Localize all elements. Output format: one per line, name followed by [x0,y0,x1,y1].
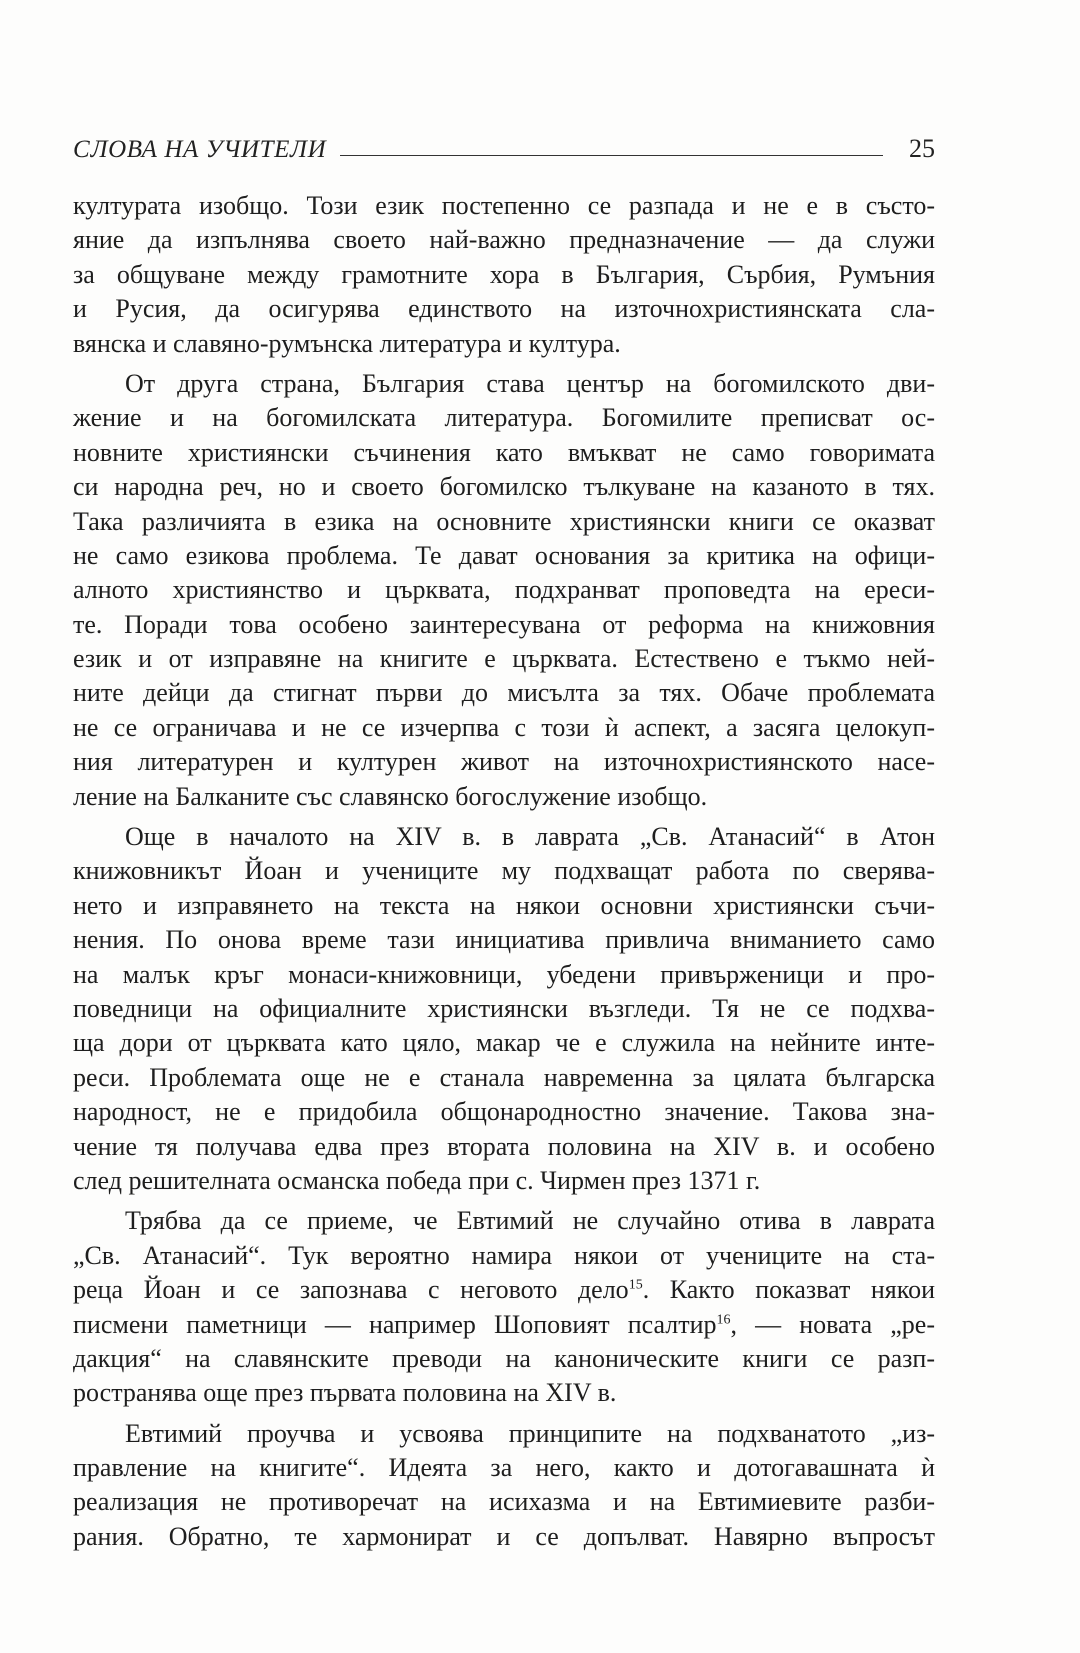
text-line: жение и на богомилската литература. Богомилите преписват ос- [73,403,935,433]
line-text-continued: . Както показват някои [642,1275,935,1305]
text-line: Още в началото на XIV в. в лаврата „Св. Атанасий“ в Атон [125,822,935,852]
line-text-continued: , — новата „ре- [730,1309,935,1339]
text-line: след решителната османска победа при с. Чирмен през 1371 г. [73,1165,761,1195]
text-line: език и от изправяне на книгите е църквата. Естествено е тъкмо ней- [73,644,935,674]
text-line: книжовникът Йоан и учениците му подхващат работа по сверява- [73,856,935,886]
text-line: правление на книгите“. Идеята за него, както и дотогавашната ѝ [73,1453,935,1483]
text-line: вянска и славяно-румънска литература и култура. [73,328,621,358]
text-line: алното християнство и църквата, подхранват проповедта на ереси- [73,575,935,605]
text-line: От друга страна, България става център на богомилското дви- [125,368,935,398]
running-title: СЛОВА НА УЧИТЕЛИ [73,136,327,163]
running-header [73,128,935,164]
page-number: 25 [909,134,935,163]
text-line-with-footnote [73,1308,935,1342]
paragraph-2 [73,367,935,814]
text-line: чение тя получава едва през втората половина на XIV в. и особено [73,1131,935,1161]
text-line: нения. По онова време тази инициатива привлича вниманието само [73,925,935,955]
text-line: за общуване между грамотните хора в България, Сърбия, Румъния [73,259,935,289]
text-line-with-footnote [73,1273,935,1307]
text-line: си народна реч, но и своето богомилско тълкуване на казаното в тях. [73,472,935,502]
text-line: ните дейци да стигнат първи до мисълта за тях. Обаче проблемата [73,678,935,708]
footnote-ref-16: 16 [716,1311,731,1327]
text-line: ния литературен и културен живот на източнохристиянското насе- [73,747,935,777]
text-line: на малък кръг монаси-книжовници, убедени привърженици и про- [73,959,935,989]
paragraph-1 [73,189,935,361]
text-line: народност, не е придобила общонародностно значение. Такова зна- [73,1097,935,1127]
text-line: ространява още през първата половина на XIV в. [73,1378,617,1408]
line-text: писмени паметници — например Шоповият псалтир [73,1309,717,1339]
footnote-ref-15: 15 [628,1277,643,1293]
text-line: реализация не противоречат на исихазма и на Евтимиевите разби- [73,1487,935,1517]
header-rule [340,155,883,156]
text-line: рания. Обратно, те хармонират и се допълват. Навярно въпросът [73,1521,935,1551]
text-line: „Св. Атанасий“. Тук вероятно намира някои от учениците на ста- [73,1240,935,1270]
line-text: реца Йоан и се запознава с неговото дело [73,1275,629,1305]
paragraph-5 [73,1417,935,1555]
text-line: ща дори от църквата като цяло, макар че е служила на нейните инте- [73,1028,935,1058]
text-line: новните християнски съчинения като вмъкват не само говоримата [73,437,935,467]
text-line: не само езикова проблема. Те дават основания за критика на офици- [73,540,935,570]
text-line: културата изобщо. Този език постепенно се разпада и не е в състо- [73,191,935,220]
body-text [73,189,935,1560]
text-line: и Русия, да осигурява единството на източнохристиянската сла- [73,294,935,324]
paragraph-4 [73,1204,935,1410]
text-line: реси. Проблемата още не е станала навременна за цялата българска [73,1062,935,1092]
text-line: нето и изправянето на текста на някои основни християнски съчи- [73,890,935,920]
text-line: дакция“ на славянските преводи на каноническите книги се разп- [73,1343,935,1373]
text-line: Така различията в езика на основните християнски книги се оказват [73,506,935,536]
text-line: не се ограничава и не се изчерпва с този ѝ аспект, а засяга целокуп- [73,712,935,742]
paragraph-3 [73,820,935,1198]
text-line: поведници на официалните християнски възгледи. Тя не се подхва- [73,993,935,1023]
text-line: те. Поради това особено заинтересувана от реформа на книжовния [73,609,935,639]
text-line: Евтимий проучва и усвоява принципите на подхванатото „из- [125,1418,935,1448]
text-line: яние да изпълнява своето най-важно предназначение — да служи [73,225,935,255]
text-line: ление на Балканите със славянско богослужение изобщо. [73,781,708,811]
text-line: Трябва да се приеме, че Евтимий не случайно отива в лаврата [125,1206,935,1236]
